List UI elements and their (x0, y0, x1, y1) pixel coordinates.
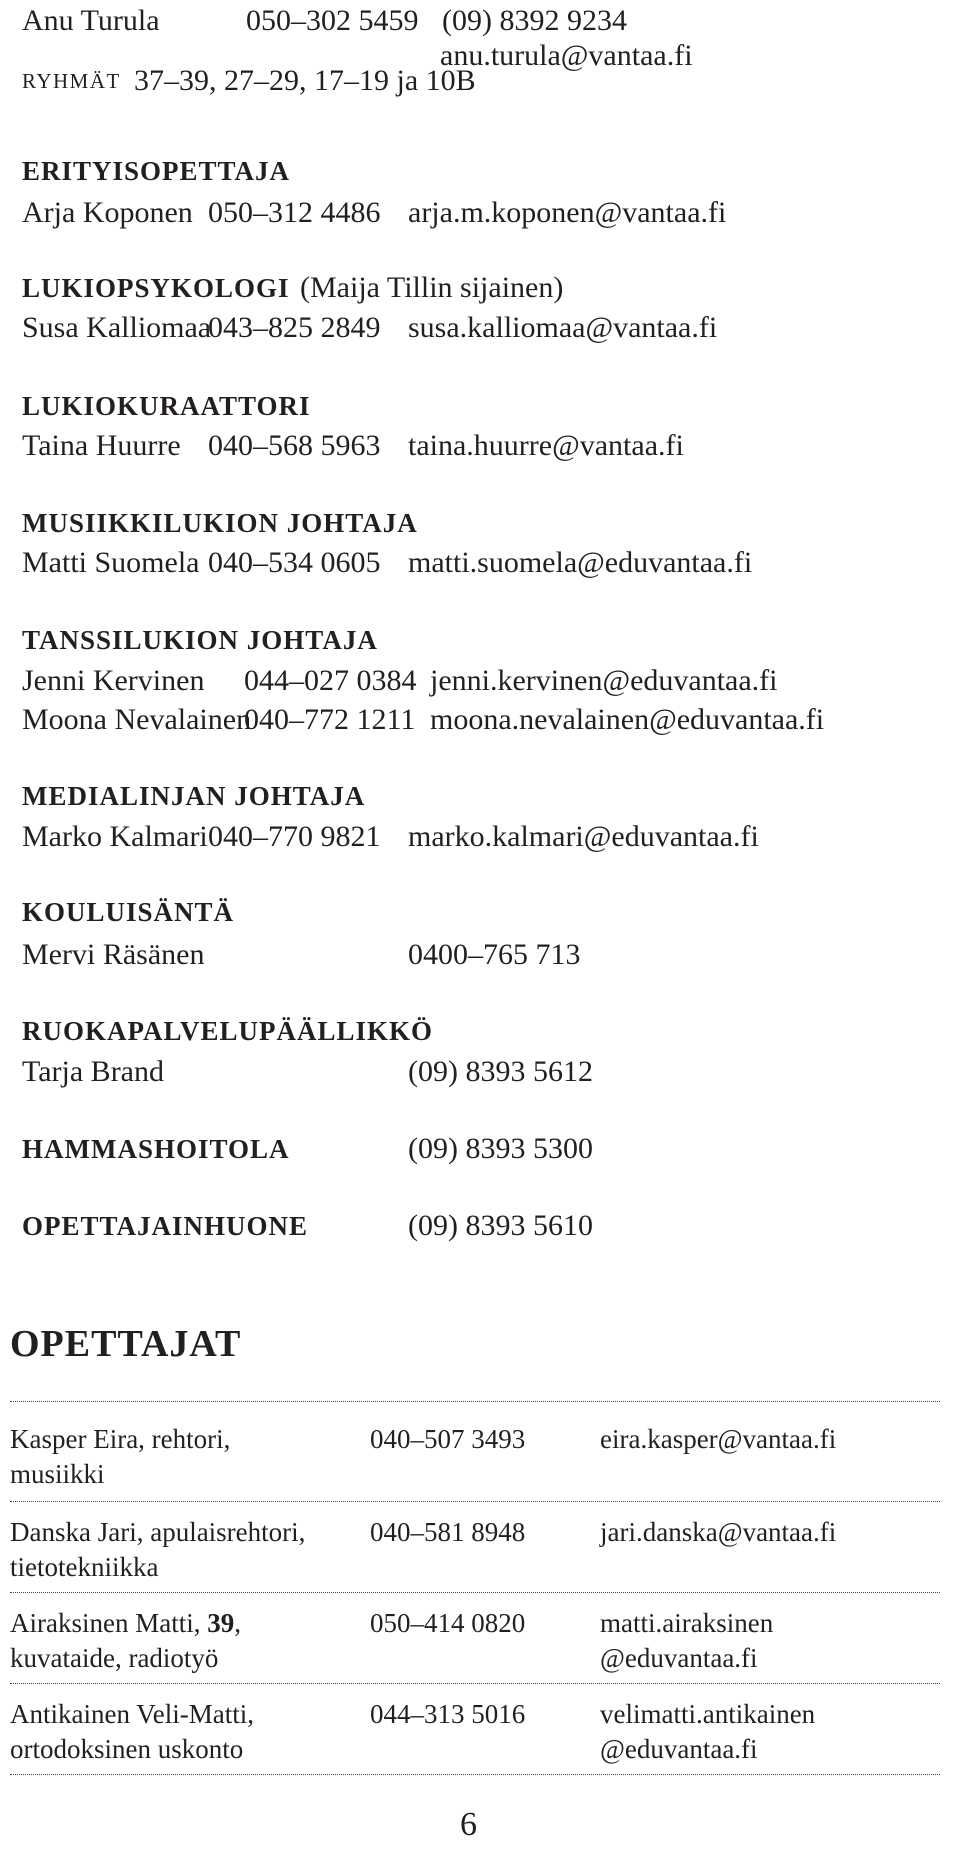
teacher-3-room: 39 (207, 1608, 235, 1638)
teacher-2-phone: 040–581 8948 (370, 1517, 526, 1547)
tanssilukio-title: TANSSILUKION JOHTAJA (22, 625, 378, 655)
lukiokuraattori-email: taina.huurre@vantaa.fi (408, 429, 684, 462)
divider (10, 1592, 940, 1593)
divider (10, 1774, 940, 1775)
erityisopettaja-name: Arja Koponen (22, 196, 193, 229)
teacher-3-line1 (10, 1610, 241, 1637)
teacher-3-name: Airaksinen Matti, (10, 1608, 208, 1638)
opettajainhuone-phone: (09) 8393 5610 (408, 1209, 593, 1242)
tanssilukio-name-2: Moona Nevalainen (22, 703, 252, 736)
kouluisanta-title: KOULUISÄNTÄ (22, 897, 235, 927)
page-number: 6 (460, 1806, 477, 1843)
ruokapalvelu-phone: (09) 8393 5612 (408, 1055, 593, 1088)
lukiokuraattori-phone: 040–568 5963 (208, 429, 381, 462)
turula-groups: 37–39, 27–29, 17–19 ja 10B (134, 64, 476, 97)
teacher-3-comma: , (234, 1608, 241, 1638)
hammashoitola-phone: (09) 8393 5300 (408, 1132, 593, 1165)
ruokapalvelu-title: RUOKAPALVELUPÄÄLLIKKÖ (22, 1016, 434, 1046)
lukiopsykologi-phone: 043–825 2849 (208, 311, 381, 344)
teacher-4-phone: 044–313 5016 (370, 1699, 526, 1729)
musiikkilukio-title: MUSIIKKILUKION JOHTAJA (22, 508, 418, 538)
lukiopsykologi-title: LUKIOPSYKOLOGI (22, 273, 290, 303)
teacher-1-line1: Kasper Eira, rehtori, (10, 1424, 231, 1454)
kouluisanta-phone: 0400–765 713 (408, 938, 581, 971)
turula-phone: 050–302 5459 (246, 4, 419, 37)
teacher-4-email-domain: @eduvantaa.fi (600, 1734, 758, 1764)
lukiokuraattori-title: LUKIOKURAATTORI (22, 391, 311, 421)
ruokapalvelu-name: Tarja Brand (22, 1055, 165, 1088)
lukiopsykologi-email: susa.kalliomaa@vantaa.fi (408, 311, 718, 344)
turula-email: anu.turula@vantaa.fi (440, 39, 693, 72)
hammashoitola-title: HAMMASHOITOLA (22, 1134, 290, 1164)
medialinja-name: Marko Kalmari (22, 820, 208, 853)
divider (10, 1401, 940, 1402)
teacher-4-line2: ortodoksinen uskonto (10, 1734, 244, 1764)
teacher-3-email-domain: @eduvantaa.fi (600, 1643, 758, 1673)
lukiopsykologi-name: Susa Kalliomaa (22, 311, 212, 344)
lukiopsykologi-note: (Maija Tillin sijainen) (300, 271, 564, 304)
teacher-3-email: matti.airaksinen (600, 1608, 774, 1638)
divider (10, 1501, 940, 1502)
teacher-1-phone: 040–507 3493 (370, 1424, 526, 1454)
tanssilukio-email-2: moona.nevalainen@eduvantaa.fi (430, 703, 825, 736)
teacher-1-line2: musiikki (10, 1459, 105, 1489)
tanssilukio-phone-2: 040–772 1211 (244, 703, 416, 736)
teacher-3-phone: 050–414 0820 (370, 1608, 526, 1638)
teacher-2-line1: Danska Jari, apulaisrehtori, (10, 1517, 306, 1547)
tanssilukio-email-1: jenni.kervinen@eduvantaa.fi (430, 664, 778, 697)
teacher-2-email: jari.danska@vantaa.fi (600, 1517, 837, 1547)
medialinja-email: marko.kalmari@eduvantaa.fi (408, 820, 759, 853)
teacher-4-email: velimatti.antikainen (600, 1699, 816, 1729)
medialinja-phone: 040–770 9821 (208, 820, 381, 853)
teacher-2-line2: tietotekniikka (10, 1552, 159, 1582)
teacher-4-line1: Antikainen Veli-Matti, (10, 1699, 254, 1729)
tanssilukio-name-1: Jenni Kervinen (22, 664, 205, 697)
divider (10, 1683, 940, 1684)
teachers-heading: OPETTAJAT (10, 1323, 242, 1365)
medialinja-title: MEDIALINJAN JOHTAJA (22, 781, 366, 811)
turula-phone2: (09) 8392 9234 (442, 4, 627, 37)
musiikkilukio-phone: 040–534 0605 (208, 546, 381, 579)
musiikkilukio-email: matti.suomela@eduvantaa.fi (408, 546, 753, 579)
opettajainhuone-title: OPETTAJAINHUONE (22, 1211, 309, 1241)
musiikkilukio-name: Matti Suomela (22, 546, 200, 579)
erityisopettaja-title: ERITYISOPETTAJA (22, 156, 291, 186)
erityisopettaja-email: arja.m.koponen@vantaa.fi (408, 196, 727, 229)
teacher-3-line2: kuvataide, radiotyö (10, 1643, 219, 1673)
erityisopettaja-phone: 050–312 4486 (208, 196, 381, 229)
tanssilukio-phone-1: 044–027 0384 (244, 664, 417, 697)
turula-name: Anu Turula (22, 4, 160, 37)
teacher-1-email: eira.kasper@vantaa.fi (600, 1424, 837, 1454)
lukiokuraattori-name: Taina Huurre (22, 429, 181, 462)
kouluisanta-name: Mervi Räsänen (22, 938, 205, 971)
turula-groups-label: RYHMÄT (22, 69, 121, 93)
